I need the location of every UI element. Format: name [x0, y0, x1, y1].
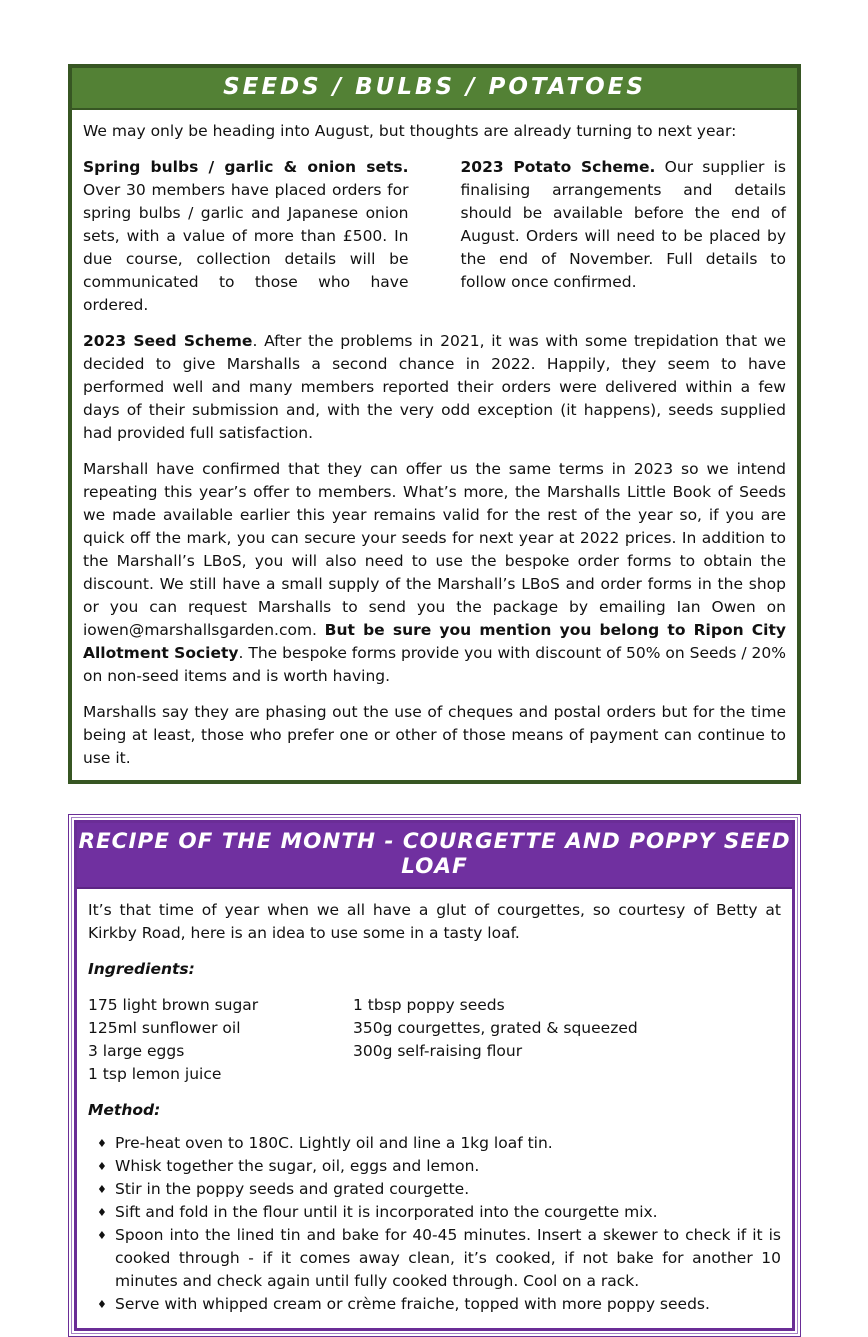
method-step — [88, 1224, 781, 1293]
seeds-bulbs-potatoes-section — [68, 64, 801, 784]
method-step — [88, 1132, 781, 1155]
spring-bulbs-paragraph — [83, 156, 409, 317]
marshalls-offer-paragraph — [83, 458, 786, 688]
recipe-section-header — [77, 823, 792, 889]
recipe-border-middle — [71, 817, 798, 1334]
seeds-two-column-block — [83, 156, 786, 317]
ingredient-item: 125ml sunflower oil — [88, 1019, 241, 1037]
recipe-border-inner — [74, 820, 795, 1331]
diamond-bullet-icon: ♦ — [97, 1206, 107, 1219]
ingredients-column-right — [353, 994, 781, 1086]
method-step-text: Whisk together the sugar, oil, eggs and lemon. — [115, 1157, 480, 1175]
diamond-bullet-icon: ♦ — [97, 1160, 107, 1173]
ingredient-item: 350g courgettes, grated & squeezed — [353, 1019, 638, 1037]
payment-paragraph: Marshalls say they are phasing out the use of cheques and postal orders but for the time being at least, those who prefer one or other of those means of payment can continue to use it. — [83, 703, 786, 767]
offer-text-bold: But be sure you mention you belong to Ripon City Allotment Society — [83, 621, 787, 662]
ingredient-item: 3 large eggs — [88, 1042, 185, 1060]
method-label: Method: — [88, 1101, 161, 1119]
recipe-section — [68, 814, 801, 1337]
seeds-section-body — [72, 110, 797, 780]
offer-text-post: . The bespoke forms provide you with discount of 50% on Seeds / 20% on non-seed items and is worth having. — [83, 644, 787, 685]
seed-scheme-body: . After the problems in 2021, it was with some trepidation that we decided to give Marshalls a second chance in 2022. Happily, they seem to have performed well and many members reported their orders were delivered within a few days of their submission and, with the very odd exception (it happens), seeds supplied had provided full satisfaction. — [83, 332, 786, 442]
ingredients-column-left — [88, 994, 353, 1086]
recipe-intro-text: It’s that time of year when we all have a glut of courgettes, so courtesy of Betty at Kirkby Road, here is an idea to use some in a tasty loaf. — [88, 901, 781, 942]
method-step-text: Stir in the poppy seeds and grated courgette. — [115, 1180, 470, 1198]
potato-scheme-body: Our supplier is finalising arrangements and details should be available before the end of August. Orders will need to be placed by the end of November. Full details to follow once confirmed. — [460, 158, 786, 291]
potato-scheme-lead: 2023 Potato Scheme. — [460, 158, 656, 176]
potato-scheme-paragraph — [461, 156, 787, 317]
seeds-intro-text: We may only be heading into August, but thoughts are already turning to next year: — [83, 122, 737, 140]
ingredient-item: 1 tbsp poppy seeds — [353, 996, 505, 1014]
method-step-text: Serve with whipped cream or crème fraiche, topped with more poppy seeds. — [115, 1295, 710, 1313]
method-step — [88, 1155, 781, 1178]
recipe-section-body — [77, 889, 792, 1328]
seed-scheme-paragraph — [83, 330, 786, 445]
diamond-bullet-icon: ♦ — [97, 1137, 107, 1150]
method-step — [88, 1178, 781, 1201]
method-step — [88, 1293, 781, 1316]
ingredient-item: 300g self-raising flour — [353, 1042, 523, 1060]
spring-bulbs-body: Over 30 members have placed orders for spring bulbs / garlic and Japanese onion sets, with a value of more than £500. In due course, collection details will be communicated to those who have ordered. — [83, 181, 409, 314]
method-step — [88, 1201, 781, 1224]
seeds-section-header — [72, 68, 797, 110]
method-step-text: Pre-heat oven to 180C. Lightly oil and line a 1kg loaf tin. — [115, 1134, 553, 1152]
ingredient-item: 1 tsp lemon juice — [88, 1065, 222, 1083]
diamond-bullet-icon: ♦ — [97, 1229, 107, 1242]
diamond-bullet-icon: ♦ — [97, 1298, 107, 1311]
ingredients-label: Ingredients: — [88, 960, 195, 978]
ingredients-columns — [88, 994, 781, 1086]
method-step-text: Spoon into the lined tin and bake for 40-45 minutes. Insert a skewer to check if it is cooked through - if it comes away clean, it’s cooked, if not bake for another 10 minutes and check again until fully cooked through. Cool on a rack. — [115, 1226, 781, 1290]
seed-scheme-lead: 2023 Seed Scheme — [83, 332, 253, 350]
diamond-bullet-icon: ♦ — [97, 1183, 107, 1196]
seeds-section-title: SEEDS / BULBS / POTATOES — [223, 74, 646, 100]
method-step-text: Sift and fold in the flour until it is incorporated into the courgette mix. — [115, 1203, 658, 1221]
method-list — [88, 1132, 781, 1316]
ingredient-item: 175 light brown sugar — [88, 996, 259, 1014]
spring-bulbs-lead: Spring bulbs / garlic & onion sets. — [83, 158, 409, 176]
recipe-section-title: RECIPE OF THE MONTH - COURGETTE AND POPPY SEED LOAF — [78, 829, 791, 879]
offer-text-pre: Marshall have confirmed that they can offer us the same terms in 2023 so we intend repeating this year’s offer to members. What’s more, the Marshalls Little Book of Seeds we made available earlier this year remains valid for the rest of the year so, if you are quick off the mark, you can secure your seeds for next year at 2022 prices. In addition to the Marshall’s LBoS, you will also need to use the bespoke order forms to obtain the discount. We still have a small supply of the Marshall’s LBoS and order forms in the shop or you can request Marshalls to send you the package by emailing Ian Owen on iowen@marshallsgarden.com. — [83, 460, 786, 639]
